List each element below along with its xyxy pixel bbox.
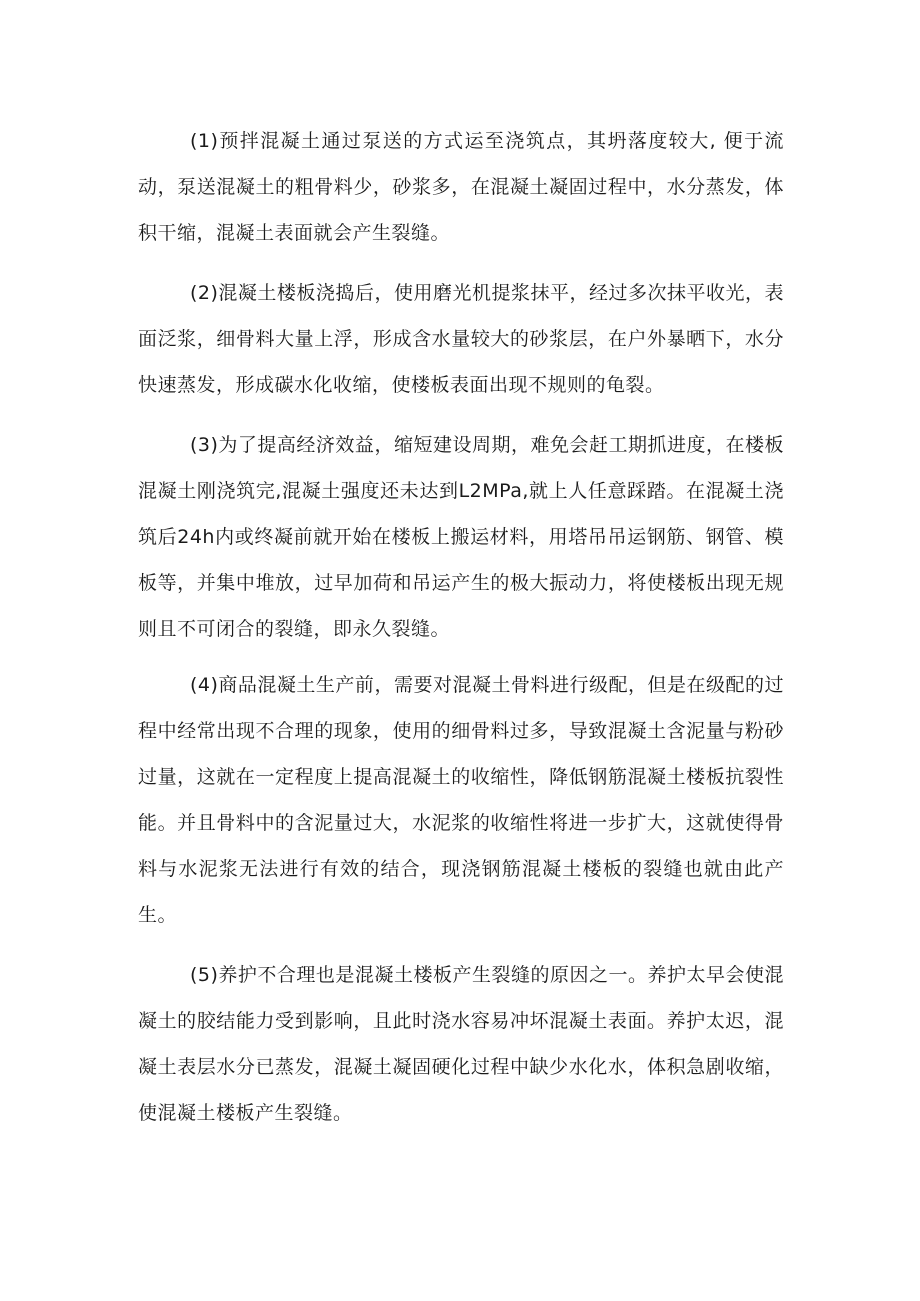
paragraph-3: (3)为了提高经济效益，缩短建设周期，难免会赶工期抓进度，在楼板混凝土刚浇筑完,混凝土强度还未达到L2MPa,就上人任意踩踏。在混凝土浇筑后24h内或终凝前就开始在楼板上搬运材料，用塔吊吊运钢筋、钢管、模板等，并集中堆放，过早加荷和吊运产生的极大振动力，将使楼板出现无规则且不可闭合的裂缝，即永久裂缝。 [138, 434, 784, 640]
paragraph-4: (4)商品混凝土生产前，需要对混凝土骨料进行级配，但是在级配的过程中经常出现不合理的现象，使用的细骨料过多，导致混凝土含泥量与粉砂过量，这就在一定程度上提高混凝土的收缩性，降低钢筋混凝土楼板抗裂性能。并且骨料中的含泥量过大，水泥浆的收缩性将进一步扩大，这就使得骨料与水泥浆无法进行有效的结合，现浇钢筋混凝土楼板的裂缝也就由此产生。 [138, 674, 784, 926]
paragraph-2: (2)混凝土楼板浇捣后，使用磨光机提浆抹平，经过多次抹平收光，表面泛浆，细骨料大量上浮，形成含水量较大的砂浆层，在户外暴晒下，水分快速蒸发，形成碳水化收缩，使楼板表面出现不规则的龟裂。 [138, 282, 784, 396]
paragraph-1: (1)预拌混凝土通过泵送的方式运至浇筑点，其坍落度较大, 便于流动，泵送混凝土的粗骨料少，砂浆多，在混凝土凝固过程中，水分蒸发，体积干缩，混凝土表面就会产生裂缝。 [138, 130, 784, 244]
paragraph-5: (5)养护不合理也是混凝土楼板产生裂缝的原因之一。养护太早会使混凝土的胶结能力受到影响，且此时浇水容易冲坏混凝土表面。养护太迟，混凝土表层水分已蒸发，混凝土凝固硬化过程中缺少水化水，体积急剧收缩，使混凝土楼板产生裂缝。 [138, 964, 784, 1124]
document-body [138, 118, 784, 1150]
